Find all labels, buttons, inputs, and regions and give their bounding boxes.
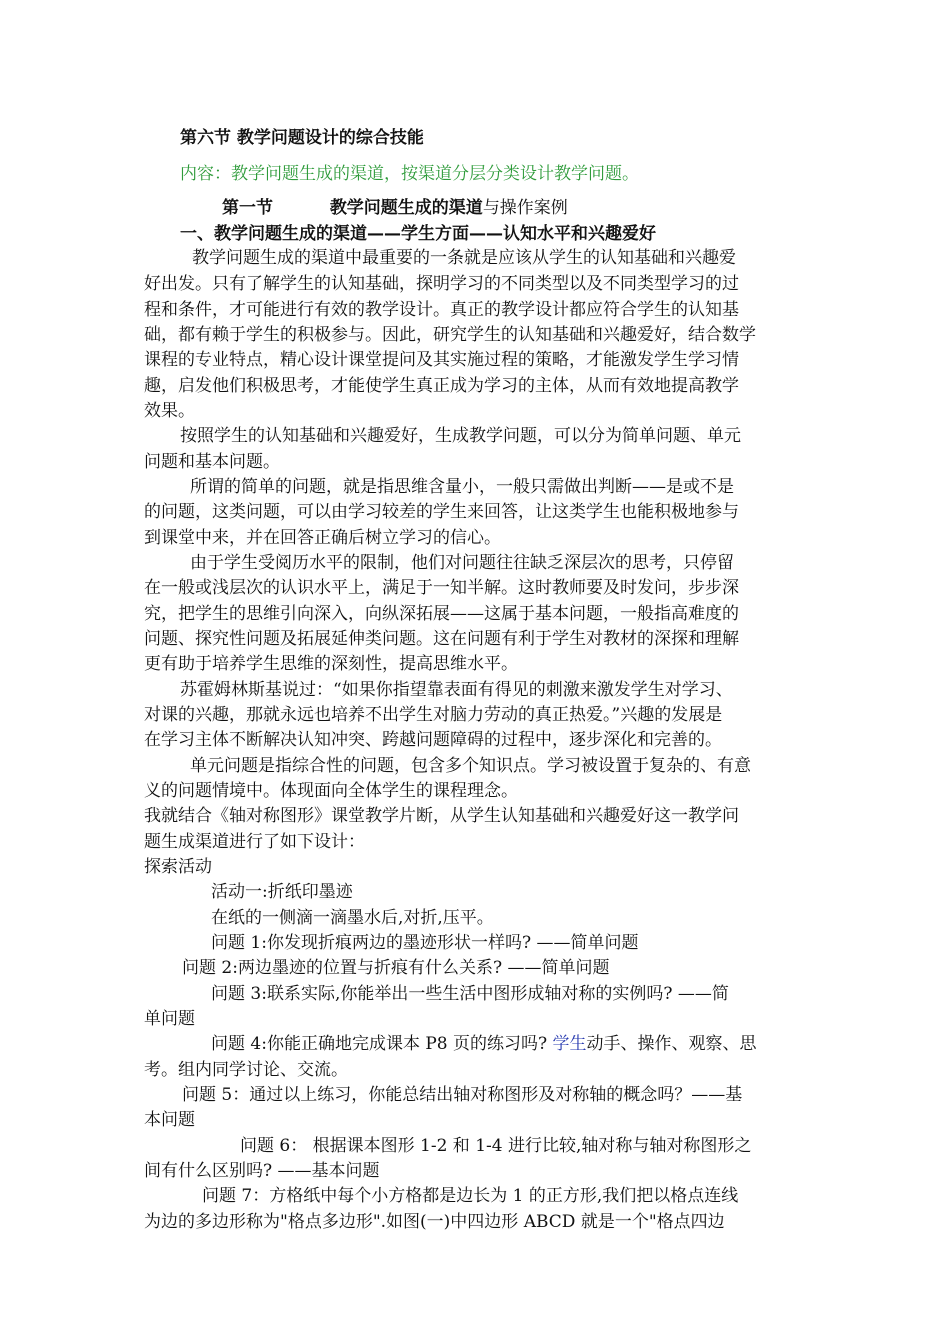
para5-line: 在学习主体不断解决认知冲突、跨越问题障碍的过程中，逐步深化和完善的。 [144,730,722,750]
question-4-highlight: 学生 [552,1034,587,1054]
subsection-number: 第一节 [222,198,273,218]
para1-line: 效果。 [144,401,195,421]
para2-line: 按照学生的认知基础和兴趣爱好，生成教学问题，可以分为简单问题、单元 [180,426,741,446]
question-4-line2: 考。组内同学讨论、交流。 [144,1060,348,1080]
para1-line: 好出发。只有了解学生的认知基础，探明学习的不同类型以及不同类型学习的过 [144,274,739,294]
question-5-line: 问题 5：通过以上练习，你能总结出轴对称图形及对称轴的概念吗？——基 [182,1085,743,1105]
para5-line: 苏霍姆林斯基说过：“如果你指望靠表面有得见的刺激来激发学生对学习、 [180,680,733,700]
question-4-text: 问题 4:你能正确地完成课本 P8 页的练习吗? [211,1034,553,1054]
para6-line: 义的问题情境中。体现面向全体学生的课程理念。 [144,781,518,801]
para1-line: 础，都有赖于学生的积极参与。因此，研究学生的认知基础和兴趣爱好，结合数学 [144,325,756,345]
para3-line: 的问题，这类问题，可以由学习较差的学生来回答，让这类学生也能积极地参与 [144,502,739,522]
para4-line: 问题、探究性问题及拓展延伸类问题。这在问题有利于学生对教材的深探和理解 [144,629,739,649]
para4-line: 由于学生受阅历水平的限制，他们对问题往往缺乏深层次的思考，只停留 [190,553,734,573]
para7-line: 我就结合《轴对称图形》课堂教学片断，从学生认知基础和兴趣爱好这一教学问 [144,806,739,826]
subsection-title-rest: 与操作案例 [482,198,568,218]
para1-line: 教学问题生成的渠道中最重要的一条就是应该从学生的认知基础和兴趣爱 [192,248,736,268]
content-summary: 内容：教学问题生成的渠道，按渠道分层分类设计教学问题。 [180,164,639,184]
question-7-line: 为边的多边形称为"格点多边形".如图(一)中四边形 ABCD 就是一个"格点四边 [144,1212,725,1232]
para6-line: 单元问题是指综合性的问题，包含多个知识点。学习被设置于复杂的、有意 [190,756,751,776]
para5-line: 对课的兴趣，那就永远也培养不出学生对脑力劳动的真正热爱。”兴趣的发展是 [144,705,723,725]
activity1-title: 活动一:折纸印墨迹 [211,882,353,902]
question-4-text-rest: 动手、操作、观察、思 [586,1034,757,1054]
question-3-line: 问题 3:联系实际,你能举出一些生活中图形成轴对称的实例吗? ——简 [211,984,729,1004]
explore-heading: 探索活动 [144,857,212,877]
subsection-title-bold: 教学问题生成的渠道 [329,198,483,218]
question-4 [211,1032,757,1056]
subsection-heading [222,196,568,220]
para1-line: 课程的专业特点，精心设计课堂提问及其实施过程的策略，才能激发学生学习情 [144,350,739,370]
para3-line: 到课堂中来，并在回答正确后树立学习的信心。 [144,528,501,548]
para4-line: 在一般或浅层次的认识水平上，满足于一知半解。这时教师要及时发问，步步深 [144,578,739,598]
para2-line: 问题和基本问题。 [144,452,280,472]
question-3-line: 单问题 [144,1009,195,1029]
activity1-desc: 在纸的一侧滴一滴墨水后,对折,压平。 [211,908,494,928]
para4-line: 究，把学生的思维引向深入，向纵深拓展——这属于基本问题，一般指高难度的 [144,604,739,624]
question-6-line: 问题 6： 根据课本图形 1-2 和 1-4 进行比较,轴对称与轴对称图形之 [240,1136,752,1156]
question-6-line: 间有什么区别吗? ——基本问题 [144,1161,380,1181]
para1-line: 趣，启发他们积极思考，才能使学生真正成为学习的主体，从而有效地提高教学 [144,376,739,396]
question-2: 问题 2:两边墨迹的位置与折痕有什么关系? ——简单问题 [182,958,610,978]
para4-line: 更有助于培养学生思维的深刻性，提高思维水平。 [144,654,518,674]
para1-line: 程和条件，才可能进行有效的教学设计。真正的教学设计都应符合学生的认知基 [144,300,739,320]
question-1: 问题 1:你发现折痕两边的墨迹形状一样吗? ——简单问题 [211,933,639,953]
question-7-line: 问题 7：方格纸中每个小方格都是边长为 1 的正方形,我们把以格点连线 [202,1186,739,1206]
para7-line: 题生成渠道进行了如下设计： [144,832,365,852]
heading-1: 一、教学问题生成的渠道——学生方面——认知水平和兴趣爱好 [180,224,656,244]
section-title: 第六节 教学问题设计的综合技能 [180,128,424,148]
para3-line: 所谓的简单的问题，就是指思维含量小，一般只需做出判断——是或不是 [190,477,734,497]
question-5-line: 本问题 [144,1110,195,1130]
